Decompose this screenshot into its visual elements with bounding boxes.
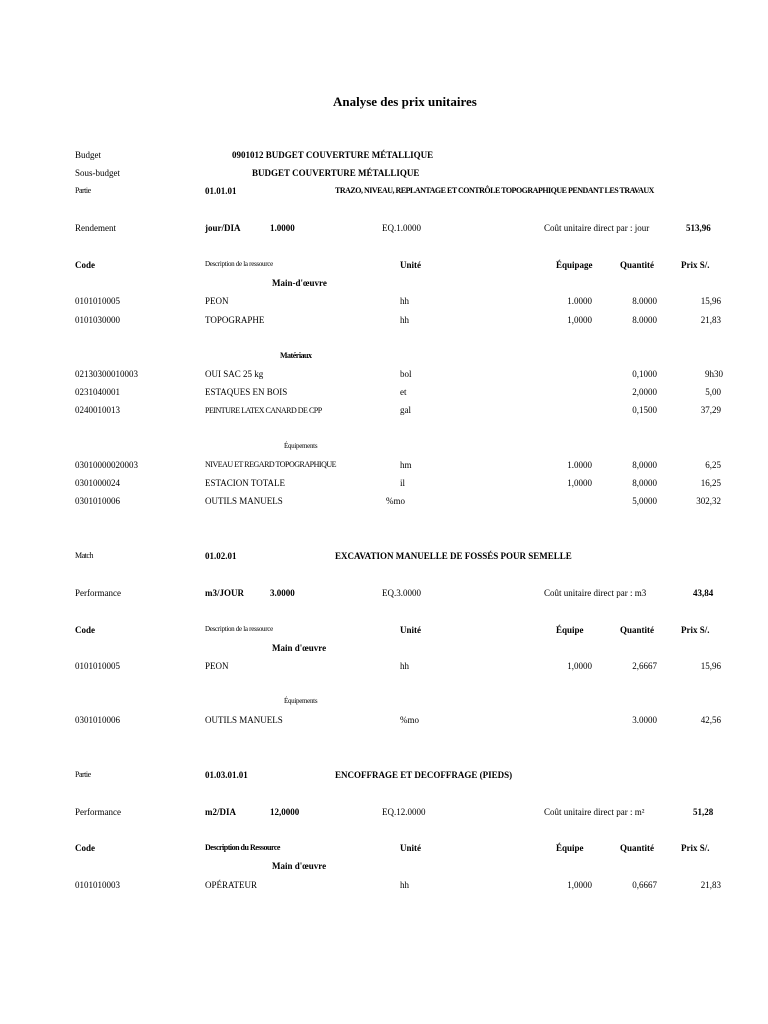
row-unit: hh (400, 315, 409, 325)
row-code: 0231040001 (75, 387, 120, 397)
row-description: OPÉRATEUR (205, 880, 258, 890)
eq-value: EQ.1.0000 (382, 223, 421, 233)
row-quantity: 0,1000 (632, 369, 657, 379)
row-price: 42,56 (700, 715, 721, 725)
part-description: TRAZO, NIVEAU, REPLANTAGE ET CONTRÔLE TOPOGRAPHIQUE PENDANT LES TRAVAUX (335, 186, 654, 195)
row-description: OUI SAC 25 kg (205, 369, 264, 379)
row-price: 21,83 (700, 880, 721, 890)
row-quantity: 0,6667 (632, 880, 657, 890)
row-crew: 1.0000 (567, 460, 592, 470)
row-unit: il (400, 478, 406, 488)
row-description: OUTILS MANUELS (205, 715, 283, 725)
row-quantity: 3.0000 (632, 715, 657, 725)
row-price: 15,96 (700, 296, 721, 306)
row-quantity: 2,6667 (632, 661, 657, 671)
part-code: 01.03.01.01 (205, 770, 248, 780)
yield-value: 12,0000 (270, 807, 300, 817)
unit-cost-value: 51,28 (693, 807, 714, 817)
col-price: Prix S/. (681, 625, 710, 635)
row-unit: %mo (400, 715, 419, 725)
row-price: 15,96 (700, 661, 721, 671)
unit-cost-value: 43,84 (693, 588, 714, 598)
row-code: 0301000024 (75, 478, 120, 488)
eq-value: EQ.3.0000 (382, 588, 421, 598)
row-unit: hh (400, 296, 409, 306)
row-unit: %mo (386, 496, 405, 506)
part-description: ENCOFFRAGE ET DECOFFRAGE (PIEDS) (335, 770, 513, 780)
row-quantity: 0,1500 (632, 405, 657, 415)
row-crew: 1,0000 (567, 661, 592, 671)
row-price: 21,83 (700, 315, 721, 325)
row-quantity: 8.0000 (632, 315, 657, 325)
row-description: PEON (205, 296, 229, 306)
row-code: 02130300010003 (75, 369, 138, 379)
col-code: Code (75, 260, 95, 270)
col-crew: Équipage (556, 260, 593, 270)
col-code: Code (75, 625, 95, 635)
row-code: 0101030000 (75, 315, 120, 325)
row-code: 0101010005 (75, 296, 120, 306)
col-crew: Équipe (556, 625, 584, 635)
row-unit: bol (400, 369, 412, 379)
col-description: Description de la ressource (205, 625, 273, 633)
col-crew: Équipe (556, 843, 584, 853)
yield-label: Performance (75, 588, 121, 598)
row-crew: 1,0000 (567, 478, 592, 488)
col-unit: Unité (400, 843, 421, 853)
col-quantity: Quantité (620, 625, 655, 635)
row-code: 0101010005 (75, 661, 120, 671)
equipment-heading: Équipements (284, 697, 318, 705)
row-quantity: 8.0000 (632, 296, 657, 306)
row-price: 302,32 (696, 496, 721, 506)
row-code: 03010000020003 (75, 460, 138, 470)
unit-cost-label: Coût unitaire direct par : jour (544, 223, 650, 233)
row-description: NIVEAU ET REGARD TOPOGRAPHIQUE (205, 460, 337, 469)
row-description: ESTACION TOTALE (205, 478, 285, 488)
unit-cost-label: Coût unitaire direct par : m3 (544, 588, 647, 598)
col-unit: Unité (400, 625, 421, 635)
unit-cost-label: Coût unitaire direct par : m² (544, 807, 645, 817)
col-description: Description du Ressource (205, 843, 280, 852)
row-price: 9h30 (705, 369, 723, 379)
row-description: ESTAQUES EN BOIS (205, 387, 288, 397)
row-crew: 1.0000 (567, 296, 592, 306)
row-quantity: 5,0000 (632, 496, 657, 506)
col-quantity: Quantité (620, 843, 655, 853)
row-quantity: 2,0000 (632, 387, 657, 397)
materials-heading: Matériaux (280, 351, 312, 360)
yield-unit: m3/JOUR (205, 588, 244, 598)
row-price: 37,29 (700, 405, 721, 415)
labour-heading: Main d'œuvre (272, 861, 327, 871)
row-description: PEINTURE LATEX CANARD DE CPP (205, 406, 322, 415)
row-unit: hh (400, 661, 409, 671)
row-unit: hm (400, 460, 412, 470)
row-price: 5,00 (705, 387, 721, 397)
part-code: 01.02.01 (205, 551, 237, 561)
yield-label: Performance (75, 807, 121, 817)
labour-heading: Main d'œuvre (272, 643, 327, 653)
yield-unit: jour/DIA (205, 223, 241, 233)
part-label: Partie (75, 770, 91, 779)
row-code: 0301010006 (75, 496, 120, 506)
col-quantity: Quantité (620, 260, 655, 270)
part-label: Partie (75, 186, 91, 195)
part-label: Match (75, 551, 93, 560)
budget-label: Budget (75, 150, 101, 160)
row-description: TOPOGRAPHE (205, 315, 265, 325)
col-description: Description de la ressource (205, 260, 273, 268)
part-description: EXCAVATION MANUELLE DE FOSSÉS POUR SEMELLE (335, 551, 572, 561)
row-unit: hh (400, 880, 409, 890)
row-quantity: 8,0000 (632, 478, 657, 488)
col-price: Prix S/. (681, 843, 710, 853)
row-code: 0240010013 (75, 405, 120, 415)
col-code: Code (75, 843, 95, 853)
part-code: 01.01.01 (205, 186, 237, 196)
yield-value: 1.0000 (270, 223, 295, 233)
row-crew: 1,0000 (567, 880, 592, 890)
subbudget-value: BUDGET COUVERTURE MÉTALLIQUE (252, 168, 420, 178)
row-quantity: 8,0000 (632, 460, 657, 470)
row-price: 6,25 (705, 460, 721, 470)
col-unit: Unité (400, 260, 421, 270)
equipment-heading: Équipements (284, 442, 318, 450)
subbudget-label: Sous-budget (75, 168, 120, 178)
row-unit: gal (400, 405, 411, 415)
row-price: 16,25 (700, 478, 721, 488)
col-price: Prix S/. (681, 260, 710, 270)
row-description: OUTILS MANUELS (205, 496, 283, 506)
row-code: 0101010003 (75, 880, 120, 890)
row-crew: 1,0000 (567, 315, 592, 325)
yield-label: Rendement (75, 223, 116, 233)
yield-unit: m2/DIA (205, 807, 236, 817)
budget-value: 0901012 BUDGET COUVERTURE MÉTALLIQUE (232, 150, 434, 160)
unit-cost-value: 513,96 (686, 223, 711, 233)
eq-value: EQ.12.0000 (382, 807, 426, 817)
labour-heading: Main-d'œuvre (272, 278, 327, 288)
yield-value: 3.0000 (270, 588, 295, 598)
row-unit: et (400, 387, 407, 397)
page-title: Analyse des prix unitaires (333, 94, 477, 109)
row-code: 0301010006 (75, 715, 120, 725)
row-description: PEON (205, 661, 229, 671)
